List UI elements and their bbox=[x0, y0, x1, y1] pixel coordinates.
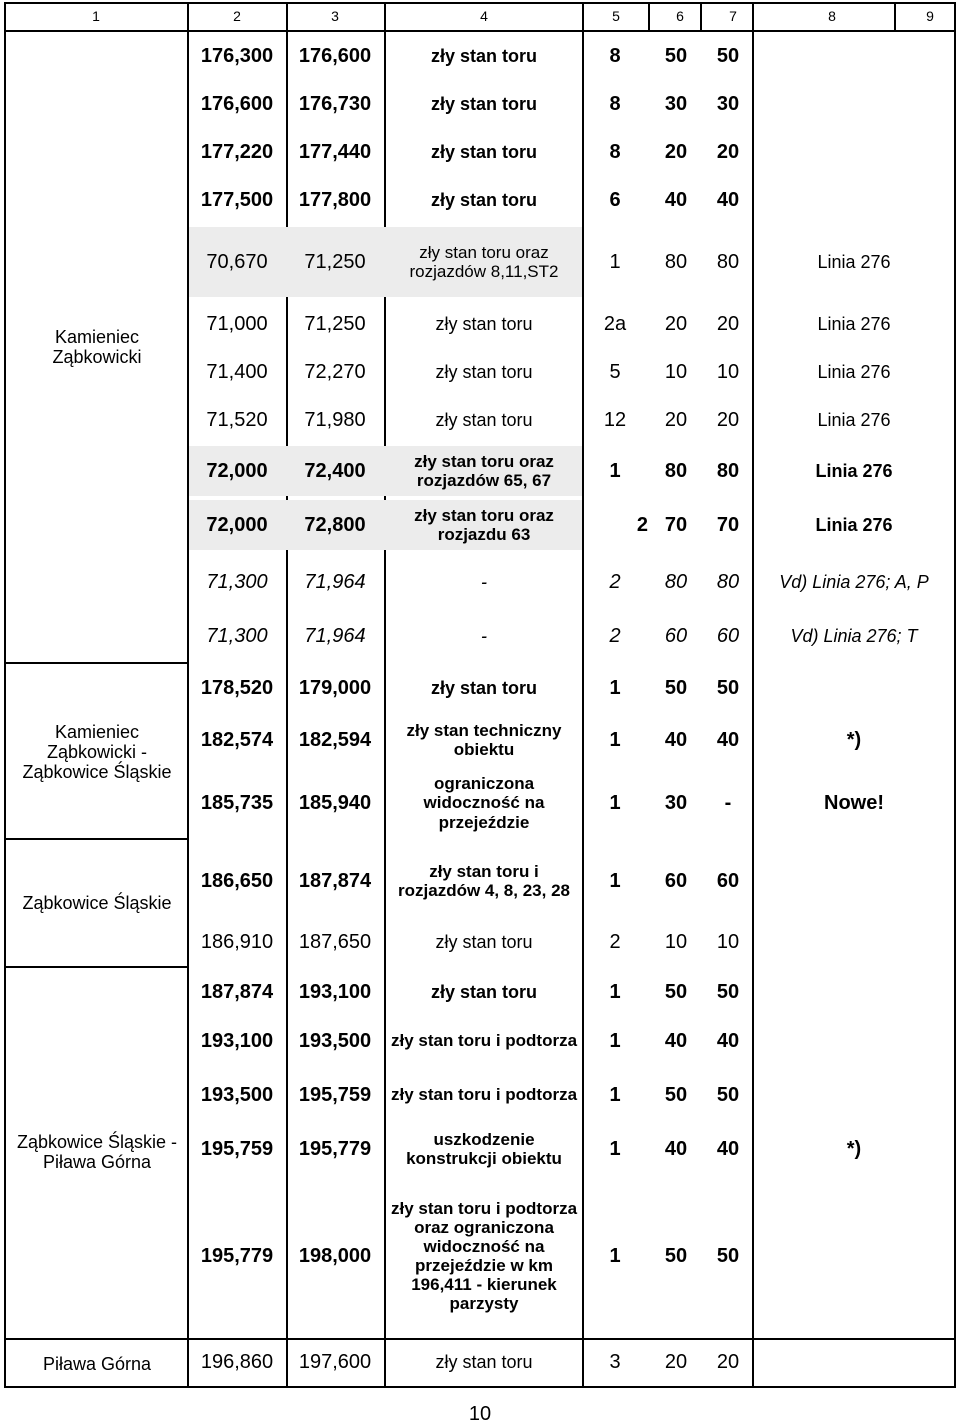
row-1-from: 176,300 bbox=[200, 44, 274, 67]
row-20-from: 193,500 bbox=[200, 1083, 274, 1106]
row-16-cat: 1 bbox=[609, 869, 621, 892]
row-4-from: 177,500 bbox=[200, 188, 274, 211]
row-23-to: 197,600 bbox=[298, 1350, 372, 1373]
row-18-cat: 1 bbox=[609, 980, 621, 1003]
grid-line bbox=[700, 2, 702, 30]
row-21-to: 195,779 bbox=[298, 1137, 372, 1160]
row-17-to: 187,650 bbox=[298, 930, 372, 953]
row-15-to: 185,940 bbox=[298, 791, 372, 814]
row-8-note: Linia 276 bbox=[817, 409, 891, 430]
row-4-note bbox=[756, 176, 952, 224]
row-2-to: 176,730 bbox=[298, 92, 372, 115]
row-21-cat: 1 bbox=[609, 1137, 621, 1160]
row-5-v2: 80 bbox=[716, 250, 740, 273]
grid-line bbox=[286, 2, 288, 30]
header-col-6: 6 bbox=[676, 8, 684, 24]
row-4-v2: 40 bbox=[716, 188, 740, 211]
row-10-v2: 70 bbox=[716, 513, 740, 536]
row-2-cat: 8 bbox=[609, 92, 621, 115]
row-19-v1: 40 bbox=[664, 1029, 688, 1052]
row-13-note bbox=[756, 664, 952, 712]
row-7-to: 72,270 bbox=[304, 360, 366, 383]
row-6-reason: zły stan toru bbox=[435, 313, 533, 334]
station-pilawa: Piława Górna bbox=[42, 1353, 152, 1374]
row-7-v2: 10 bbox=[716, 360, 740, 383]
row-13-from: 178,520 bbox=[200, 676, 274, 699]
row-21-v1: 40 bbox=[664, 1137, 688, 1160]
row-12-cat: 2 bbox=[609, 624, 621, 647]
row-21-reason: uszkodzenie konstrukcji obiektu bbox=[406, 1129, 562, 1168]
row-5-reason: zły stan toru oraz rozjazdów 8,11,ST2 bbox=[409, 242, 559, 281]
row-9-to: 72,400 bbox=[304, 459, 366, 482]
row-9-note: Linia 276 bbox=[815, 460, 893, 481]
row-17-v1: 10 bbox=[664, 930, 688, 953]
row-21-v2: 40 bbox=[716, 1137, 740, 1160]
row-6-note: Linia 276 bbox=[817, 313, 891, 334]
header-col-5: 5 bbox=[612, 8, 620, 24]
row-4-reason: zły stan toru bbox=[430, 189, 537, 210]
station-divider bbox=[4, 662, 187, 664]
row-11-v2: 80 bbox=[716, 570, 740, 593]
row-23-v2: 20 bbox=[716, 1350, 740, 1373]
row-19-cat: 1 bbox=[609, 1029, 621, 1052]
row-10-v1: 70 bbox=[664, 513, 688, 536]
row-6-to: 71,250 bbox=[304, 312, 366, 335]
row-12-v1: 60 bbox=[664, 624, 688, 647]
row-20-v1: 50 bbox=[664, 1083, 688, 1106]
row-22-reason: zły stan toru i podtorza oraz ograniczona widoczność na przejeździe w km 196,411 - kierunek parzysty bbox=[390, 1198, 578, 1314]
row-7-note: Linia 276 bbox=[817, 361, 891, 382]
row-4-cat: 6 bbox=[609, 188, 621, 211]
row-13-cat: 1 bbox=[609, 676, 621, 699]
row-3-from: 177,220 bbox=[200, 140, 274, 163]
row-13-reason: zły stan toru bbox=[430, 677, 537, 698]
row-2-v2: 30 bbox=[716, 92, 740, 115]
row-6-from: 71,000 bbox=[206, 312, 268, 335]
row-17-cat: 2 bbox=[609, 930, 621, 953]
row-10-reason: zły stan toru oraz rozjazdu 63 bbox=[414, 505, 554, 544]
row-19-from: 193,100 bbox=[200, 1029, 274, 1052]
row-20-reason: zły stan toru i podtorza bbox=[390, 1085, 578, 1105]
header-col-1: 1 bbox=[92, 8, 100, 24]
row-2-from: 176,600 bbox=[200, 92, 274, 115]
row-18-from: 187,874 bbox=[200, 980, 274, 1003]
grid-line bbox=[582, 2, 584, 30]
row-5-to: 71,250 bbox=[304, 250, 366, 273]
row-16-v1: 60 bbox=[664, 869, 688, 892]
header-col-8: 8 bbox=[828, 8, 836, 24]
row-17-from: 186,910 bbox=[200, 930, 274, 953]
row-23-note bbox=[756, 1340, 952, 1384]
row-10-note: Linia 276 bbox=[815, 514, 893, 535]
row-9-reason: zły stan toru oraz rozjazdów 65, 67 bbox=[414, 451, 554, 490]
row-15-from: 185,735 bbox=[200, 791, 274, 814]
row-22-note bbox=[756, 1176, 952, 1336]
row-14-cat: 1 bbox=[609, 728, 621, 751]
page-number: 10 bbox=[468, 1403, 492, 1425]
row-15-cat: 1 bbox=[609, 791, 621, 814]
row-7-from: 71,400 bbox=[206, 360, 268, 383]
row-7-v1: 10 bbox=[664, 360, 688, 383]
row-5-v1: 80 bbox=[664, 250, 688, 273]
row-16-to: 187,874 bbox=[298, 869, 372, 892]
row-8-v1: 20 bbox=[664, 408, 688, 431]
row-3-reason: zły stan toru bbox=[430, 141, 537, 162]
row-13-to: 179,000 bbox=[298, 676, 372, 699]
row-2-reason: zły stan toru bbox=[430, 93, 537, 114]
row-18-v2: 50 bbox=[716, 980, 740, 1003]
row-1-cat: 8 bbox=[609, 44, 621, 67]
row-22-v1: 50 bbox=[664, 1244, 688, 1267]
row-14-to: 182,594 bbox=[298, 728, 372, 751]
row-18-reason: zły stan toru bbox=[430, 981, 537, 1002]
row-1-to: 176,600 bbox=[298, 44, 372, 67]
row-8-cat: 12 bbox=[603, 408, 627, 431]
row-6-v1: 20 bbox=[664, 312, 688, 335]
station-zabkowice-pilawa: Ząbkowice Śląskie - Piława Górna bbox=[16, 1131, 178, 1172]
row-19-note bbox=[756, 1016, 952, 1066]
row-16-v2: 60 bbox=[716, 869, 740, 892]
row-8-from: 71,520 bbox=[206, 408, 268, 431]
row-9-cat: 1 bbox=[609, 459, 621, 482]
row-22-cat: 1 bbox=[609, 1244, 621, 1267]
row-15-v1: 30 bbox=[664, 791, 688, 814]
row-16-note bbox=[756, 844, 952, 918]
row-3-cat: 8 bbox=[609, 140, 621, 163]
row-23-v1: 20 bbox=[664, 1350, 688, 1373]
row-7-cat: 5 bbox=[609, 360, 621, 383]
row-6-v2: 20 bbox=[716, 312, 740, 335]
row-15-reason: ograniczona widoczność na przejeździe bbox=[423, 774, 545, 832]
row-21-from: 195,759 bbox=[200, 1137, 274, 1160]
row-14-from: 182,574 bbox=[200, 728, 274, 751]
row-3-to: 177,440 bbox=[298, 140, 372, 163]
row-20-v2: 50 bbox=[716, 1083, 740, 1106]
header-col-7: 7 bbox=[729, 8, 737, 24]
row-11-note: Vd) Linia 276; A, P bbox=[779, 571, 929, 592]
row-16-from: 186,650 bbox=[200, 869, 274, 892]
row-20-to: 195,759 bbox=[298, 1083, 372, 1106]
row-5-note: Linia 276 bbox=[817, 251, 891, 272]
row-10-cat: 2 bbox=[636, 513, 648, 536]
row-16-reason: zły stan toru i rozjazdów 4, 8, 23, 28 bbox=[398, 861, 570, 900]
station-divider bbox=[4, 838, 187, 840]
row-14-v1: 40 bbox=[664, 728, 688, 751]
header-col-9: 9 bbox=[926, 8, 934, 24]
row-22-from: 195,779 bbox=[200, 1244, 274, 1267]
row-15-note: Nowe! bbox=[824, 791, 884, 814]
grid-line bbox=[384, 2, 386, 30]
row-1-v2: 50 bbox=[716, 44, 740, 67]
row-17-reason: zły stan toru bbox=[435, 931, 533, 952]
row-23-cat: 3 bbox=[609, 1350, 621, 1373]
row-5-cat: 1 bbox=[609, 250, 621, 273]
row-20-note bbox=[756, 1070, 952, 1120]
row-11-cat: 2 bbox=[609, 570, 621, 593]
row-12-reason: - bbox=[481, 625, 487, 646]
row-22-v2: 50 bbox=[716, 1244, 740, 1267]
row-8-to: 71,980 bbox=[304, 408, 366, 431]
row-1-note bbox=[756, 32, 952, 80]
row-9-v2: 80 bbox=[716, 459, 740, 482]
row-1-v1: 50 bbox=[664, 44, 688, 67]
row-23-from: 196,860 bbox=[200, 1350, 274, 1373]
row-8-v2: 20 bbox=[716, 408, 740, 431]
row-21-note: *) bbox=[846, 1137, 862, 1160]
row-13-v2: 50 bbox=[716, 676, 740, 699]
row-3-v1: 20 bbox=[664, 140, 688, 163]
row-14-v2: 40 bbox=[716, 728, 740, 751]
row-19-reason: zły stan toru i podtorza bbox=[390, 1031, 578, 1051]
station-kamieniec-zabkowice: Kamieniec Ząbkowicki - Ząbkowice Śląskie bbox=[22, 721, 172, 783]
grid-line bbox=[648, 2, 650, 30]
row-12-note: Vd) Linia 276; T bbox=[790, 625, 918, 646]
row-17-note bbox=[756, 918, 952, 966]
grid-line bbox=[752, 2, 754, 30]
station-divider bbox=[4, 966, 187, 968]
row-3-note bbox=[756, 128, 952, 176]
grid-line bbox=[187, 2, 189, 1388]
row-1-reason: zły stan toru bbox=[430, 45, 537, 66]
row-11-reason: - bbox=[481, 571, 487, 592]
row-15-v2: - bbox=[724, 791, 732, 814]
row-18-to: 193,100 bbox=[298, 980, 372, 1003]
header-col-2: 2 bbox=[233, 8, 241, 24]
row-6-cat: 2a bbox=[603, 312, 627, 335]
row-2-note bbox=[756, 80, 952, 128]
row-17-v2: 10 bbox=[716, 930, 740, 953]
row-4-to: 177,800 bbox=[298, 188, 372, 211]
row-13-v1: 50 bbox=[664, 676, 688, 699]
row-11-to: 71,964 bbox=[304, 570, 366, 593]
row-14-note: *) bbox=[846, 728, 862, 751]
row-2-v1: 30 bbox=[664, 92, 688, 115]
row-9-from: 72,000 bbox=[206, 459, 268, 482]
row-7-reason: zły stan toru bbox=[435, 361, 533, 382]
header-col-4: 4 bbox=[480, 8, 488, 24]
row-12-v2: 60 bbox=[716, 624, 740, 647]
station-zabkowice: Ząbkowice Śląskie bbox=[22, 892, 172, 913]
row-11-from: 71,300 bbox=[206, 570, 268, 593]
station-kamieniec: Kamieniec Ząbkowicki bbox=[52, 326, 142, 367]
row-14-reason: zły stan techniczny obiektu bbox=[406, 720, 562, 759]
row-10-from: 72,000 bbox=[206, 513, 268, 536]
row-22-to: 198,000 bbox=[298, 1244, 372, 1267]
grid-line bbox=[894, 2, 896, 30]
row-12-to: 71,964 bbox=[304, 624, 366, 647]
row-10-to: 72,800 bbox=[304, 513, 366, 536]
row-18-note bbox=[756, 968, 952, 1016]
row-20-cat: 1 bbox=[609, 1083, 621, 1106]
row-3-v2: 20 bbox=[716, 140, 740, 163]
row-19-v2: 40 bbox=[716, 1029, 740, 1052]
row-11-v1: 80 bbox=[664, 570, 688, 593]
row-5-from: 70,670 bbox=[206, 250, 268, 273]
header-col-3: 3 bbox=[331, 8, 339, 24]
row-18-v1: 50 bbox=[664, 980, 688, 1003]
row-9-v1: 80 bbox=[664, 459, 688, 482]
row-8-reason: zły stan toru bbox=[435, 409, 533, 430]
row-12-from: 71,300 bbox=[206, 624, 268, 647]
row-19-to: 193,500 bbox=[298, 1029, 372, 1052]
row-23-reason: zły stan toru bbox=[435, 1351, 533, 1372]
row-4-v1: 40 bbox=[664, 188, 688, 211]
